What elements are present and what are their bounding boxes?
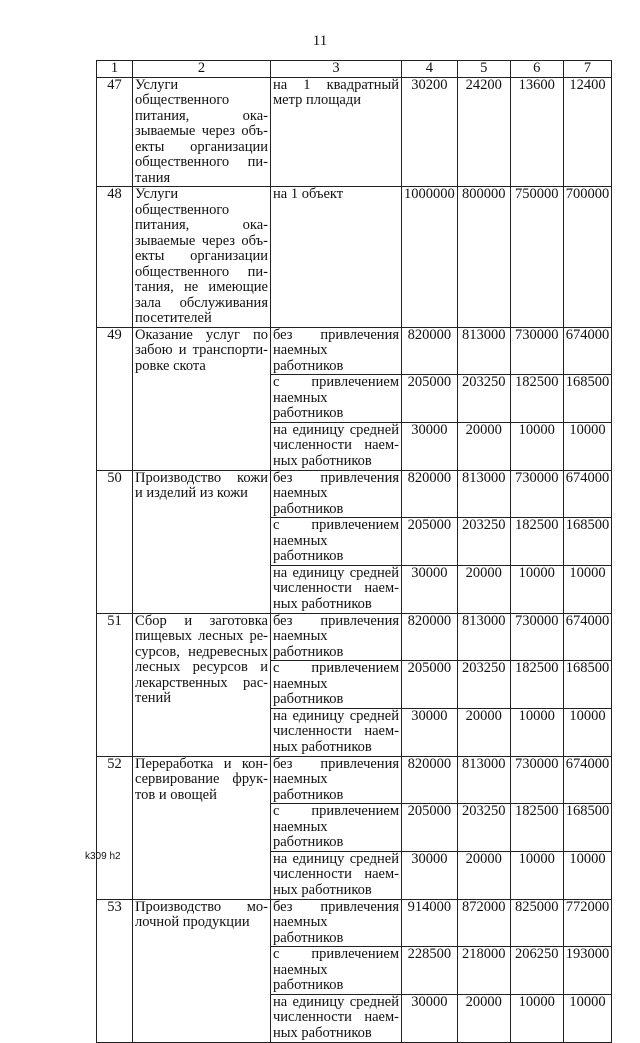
row-number: 49	[97, 327, 133, 470]
page-number: 11	[312, 33, 328, 49]
text-line: численности наем-	[273, 580, 399, 596]
text-line: наемных работников	[273, 818, 344, 850]
calc-condition	[271, 994, 402, 1042]
row-number: 48	[97, 187, 133, 328]
value-cell: 182500	[510, 804, 563, 852]
header-row	[97, 61, 612, 78]
value-cell: 10000	[510, 422, 563, 470]
text-line: на единицу средней	[273, 851, 399, 867]
activity-name	[133, 187, 271, 328]
value-cell: 914000	[402, 899, 458, 947]
text-line: наемных работников	[273, 485, 344, 517]
text-line: Услуги общественного питания, ока-	[135, 186, 268, 233]
calc-condition	[271, 613, 402, 661]
calc-condition	[271, 470, 402, 518]
value-cell: 30000	[402, 422, 458, 470]
value-cell: 674000	[563, 470, 612, 518]
calc-condition	[271, 708, 402, 756]
value-cell: 182500	[510, 661, 563, 709]
value-cell: 203250	[457, 804, 510, 852]
text-line: и изделий из кожи	[135, 485, 248, 501]
value-cell: 205000	[402, 375, 458, 423]
value-cell: 10000	[510, 708, 563, 756]
table-row	[97, 77, 612, 187]
text-line: сурсов, недревесных	[135, 643, 268, 660]
text-line: наемных работников	[273, 771, 344, 803]
column-header: 4	[402, 61, 458, 78]
text-line: Сбор и заготовка	[135, 613, 268, 629]
value-cell: 13600	[510, 77, 563, 187]
value-cell: 205000	[402, 804, 458, 852]
calc-condition	[271, 899, 402, 947]
text-line: пищевых лесных ре-	[135, 628, 268, 644]
calc-condition	[271, 947, 402, 995]
text-line: забою и транспорти-	[135, 342, 268, 358]
text-line: ных работников	[273, 595, 372, 612]
text-line: на единицу средней	[273, 994, 399, 1010]
value-cell: 203250	[457, 375, 510, 423]
value-cell: 872000	[457, 899, 510, 947]
calc-condition	[271, 851, 402, 899]
value-cell: 30000	[402, 565, 458, 613]
value-cell: 20000	[457, 994, 510, 1042]
text-line: ных работников	[273, 1024, 372, 1041]
text-line: наемных работников	[273, 389, 344, 421]
value-cell: 674000	[563, 327, 612, 375]
text-line: наемных работников	[273, 342, 344, 374]
value-cell: 203250	[457, 518, 510, 566]
text-line: екты организации	[135, 248, 268, 264]
text-line: без привлечения	[273, 899, 399, 915]
column-header: 7	[563, 61, 612, 78]
activity-name	[133, 613, 271, 756]
value-cell: 20000	[457, 708, 510, 756]
text-line: тания, не имеющие	[135, 279, 268, 295]
activity-name	[133, 756, 271, 899]
text-line: тания	[135, 169, 171, 186]
column-header: 2	[133, 61, 271, 78]
value-cell: 813000	[457, 327, 510, 375]
text-line: на 1 объект	[273, 186, 344, 202]
text-line: лочной продукции	[135, 914, 250, 930]
table-row	[97, 470, 612, 518]
value-cell: 674000	[563, 613, 612, 661]
row-number: 47	[97, 77, 133, 187]
text-line: тений	[135, 690, 172, 706]
value-cell: 228500	[402, 947, 458, 995]
text-line: сервирование фрук-	[135, 771, 268, 787]
value-cell: 10000	[563, 708, 612, 756]
value-cell: 168500	[563, 661, 612, 709]
value-cell: 813000	[457, 756, 510, 804]
text-line: численности наем-	[273, 866, 399, 882]
text-line: Переработка и кон-	[135, 756, 268, 772]
calc-condition	[271, 518, 402, 566]
text-line: ровке скота	[135, 357, 206, 374]
value-cell: 820000	[402, 470, 458, 518]
text-line: на единицу средней	[273, 708, 399, 724]
value-cell: 825000	[510, 899, 563, 947]
value-cell: 193000	[563, 947, 612, 995]
value-cell: 674000	[563, 756, 612, 804]
value-cell: 800000	[457, 187, 510, 328]
value-cell: 10000	[510, 994, 563, 1042]
calc-condition	[271, 375, 402, 423]
text-line: метр площади	[273, 92, 361, 108]
value-cell: 12400	[563, 77, 612, 187]
value-cell: 730000	[510, 756, 563, 804]
text-line: Производство кожи	[135, 470, 268, 486]
text-line: тов и овощей	[135, 786, 217, 803]
value-cell: 730000	[510, 470, 563, 518]
table-row	[97, 187, 612, 328]
value-cell: 24200	[457, 77, 510, 187]
text-line: ных работников	[273, 738, 372, 755]
value-cell: 30200	[402, 77, 458, 187]
text-line: с привлечением	[273, 803, 399, 819]
value-cell: 218000	[457, 947, 510, 995]
value-cell: 10000	[563, 422, 612, 470]
value-cell: 820000	[402, 756, 458, 804]
text-line: Производство мо-	[135, 899, 268, 915]
column-header: 6	[510, 61, 563, 78]
row-number: 50	[97, 470, 133, 613]
value-cell: 772000	[563, 899, 612, 947]
value-cell: 20000	[457, 422, 510, 470]
value-cell: 168500	[563, 518, 612, 566]
table-row	[97, 327, 612, 375]
calc-condition	[271, 756, 402, 804]
text-line: численности наем-	[273, 437, 399, 453]
text-line: зала обслуживания	[135, 294, 268, 311]
text-line: с привлечением	[273, 374, 399, 390]
text-line: наемных работников	[273, 532, 344, 564]
text-line: с привлечением	[273, 946, 399, 962]
value-cell: 205000	[402, 661, 458, 709]
table-row	[97, 756, 612, 804]
value-cell: 730000	[510, 327, 563, 375]
text-line: зываемые через объ-	[135, 123, 268, 139]
text-line: Услуги общественного питания, ока-	[135, 77, 268, 124]
row-number: 53	[97, 899, 133, 1042]
value-cell: 820000	[402, 613, 458, 661]
text-line: наемных работников	[273, 675, 344, 707]
text-line: наемных работников	[273, 914, 344, 946]
text-line: численности наем-	[273, 1009, 399, 1025]
text-line: ных работников	[273, 452, 372, 469]
calc-condition	[271, 77, 402, 187]
text-line: наемных работников	[273, 628, 344, 660]
activity-name	[133, 327, 271, 470]
row-number: 51	[97, 613, 133, 756]
value-cell: 168500	[563, 375, 612, 423]
text-line: без привлечения	[273, 613, 399, 629]
value-cell: 203250	[457, 661, 510, 709]
value-cell: 182500	[510, 518, 563, 566]
text-line: с привлечением	[273, 517, 399, 533]
value-cell: 700000	[563, 187, 612, 328]
column-header: 3	[271, 61, 402, 78]
text-line: без привлечения	[273, 327, 399, 343]
text-line: без привлечения	[273, 470, 399, 486]
value-cell: 30000	[402, 708, 458, 756]
calc-condition	[271, 187, 402, 328]
value-cell: 813000	[457, 470, 510, 518]
value-cell: 10000	[510, 565, 563, 613]
row-number: 52	[97, 756, 133, 899]
text-line: без привлечения	[273, 756, 399, 772]
text-line: наемных работников	[273, 961, 344, 993]
text-line: лесных ресурсов и	[135, 659, 268, 675]
text-line: численности наем-	[273, 723, 399, 739]
value-cell: 30000	[402, 994, 458, 1042]
text-line: екты организации	[135, 138, 268, 155]
activity-name	[133, 899, 271, 1042]
calc-condition	[271, 804, 402, 852]
text-line: с привлечением	[273, 660, 399, 676]
value-cell: 10000	[563, 994, 612, 1042]
activity-name	[133, 77, 271, 187]
calc-condition	[271, 327, 402, 375]
text-line: зываемые через объ-	[135, 232, 268, 249]
value-cell: 10000	[563, 851, 612, 899]
text-line: лекарственных рас-	[135, 674, 268, 691]
value-cell: 10000	[563, 565, 612, 613]
value-cell: 30000	[402, 851, 458, 899]
value-cell: 168500	[563, 804, 612, 852]
text-line: ных работников	[273, 881, 372, 898]
column-header: 5	[457, 61, 510, 78]
value-cell: 20000	[457, 851, 510, 899]
value-cell: 813000	[457, 613, 510, 661]
value-cell: 1000000	[402, 187, 458, 328]
table-row	[97, 899, 612, 947]
column-header: 1	[97, 61, 133, 78]
value-cell: 205000	[402, 518, 458, 566]
tariff-table	[96, 60, 612, 1043]
value-cell: 730000	[510, 613, 563, 661]
calc-condition	[271, 422, 402, 470]
value-cell: 10000	[510, 851, 563, 899]
calc-condition	[271, 661, 402, 709]
text-line: на единицу средней	[273, 422, 399, 438]
text-line: общественного пи-	[135, 154, 268, 170]
text-line: общественного пи-	[135, 263, 268, 280]
value-cell: 20000	[457, 565, 510, 613]
table-row	[97, 613, 612, 661]
value-cell: 750000	[510, 187, 563, 328]
value-cell: 206250	[510, 947, 563, 995]
footer-code: k309 h2	[85, 851, 121, 862]
text-line: посетителей	[135, 310, 212, 326]
activity-name	[133, 470, 271, 613]
text-line: на 1 квадратный	[273, 77, 399, 93]
value-cell: 182500	[510, 375, 563, 423]
value-cell: 820000	[402, 327, 458, 375]
text-line: на единицу средней	[273, 565, 399, 581]
calc-condition	[271, 565, 402, 613]
text-line: Оказание услуг по	[135, 327, 268, 343]
